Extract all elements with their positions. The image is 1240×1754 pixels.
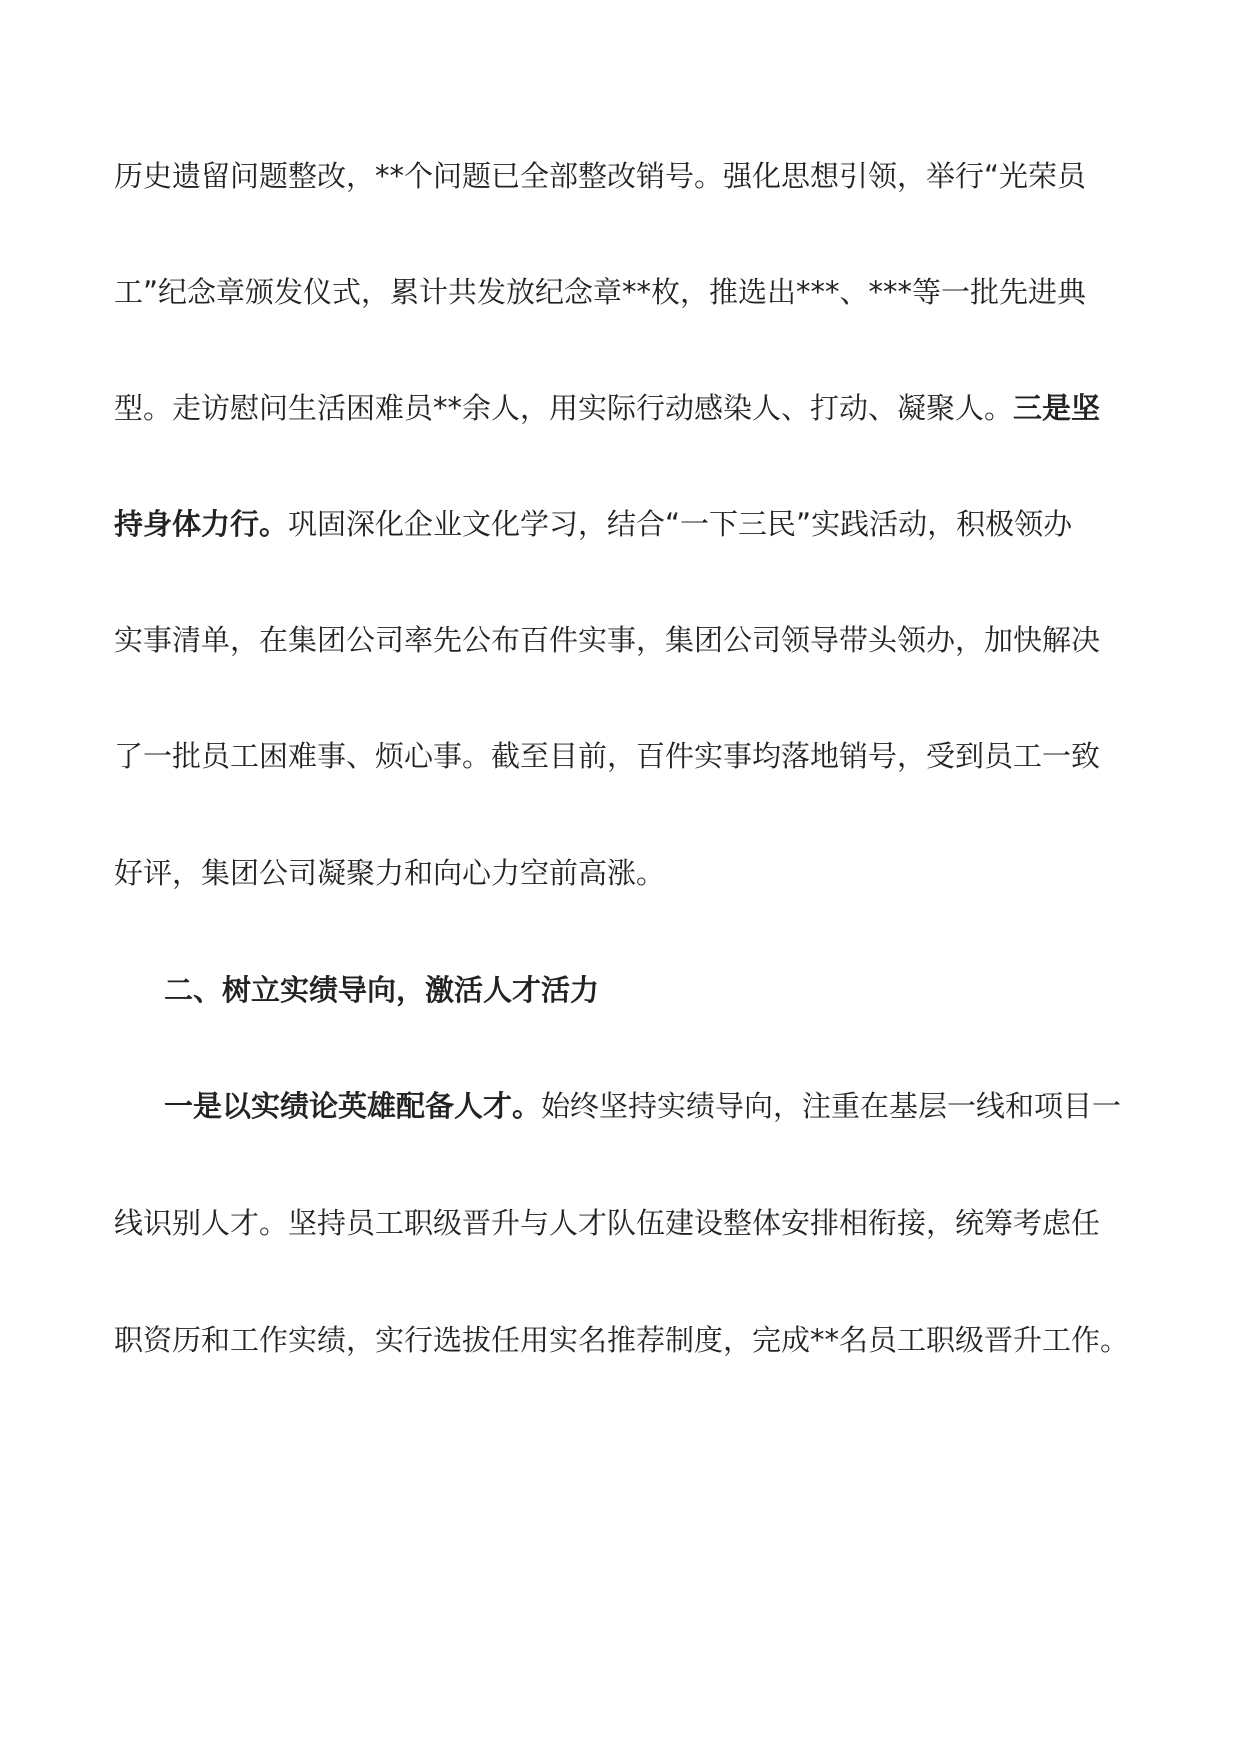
text-run: 型。走访慰问生活困难员**余人，用实际行动感染人、打动、凝聚人。 — [114, 391, 1014, 425]
text-line-9 — [164, 1086, 1194, 1126]
text-line-1 — [114, 156, 1144, 196]
text-line-4 — [114, 504, 1144, 544]
text-line-2 — [114, 272, 1144, 312]
text-line-7 — [114, 853, 1144, 893]
text-run: 实事清单，在集团公司率先公布百件实事，集团公司领导带头领办，加快解决 — [114, 623, 1101, 657]
text-line-6 — [114, 736, 1144, 776]
text-line-3 — [114, 388, 1144, 428]
text-run: 始终坚持实绩导向，注重在基层一线和项目一 — [541, 1089, 1122, 1123]
bold-heading-run: 三是坚 — [1013, 391, 1101, 425]
bold-heading-run: 持身体力行。 — [114, 507, 289, 541]
text-run: 职资历和工作实绩，实行选拔任用实名推荐制度，完成**名员工职级晋升工作。 — [114, 1323, 1130, 1357]
text-run: 好评，集团公司凝聚力和向心力空前高涨。 — [114, 856, 666, 890]
text-line-11 — [114, 1320, 1144, 1360]
section-heading — [164, 970, 1194, 1010]
text-run: 工”纪念章颁发仪式，累计共发放纪念章**枚，推选出***、***等一批先进典 — [114, 275, 1087, 309]
text-run: 历史遗留问题整改，**个问题已全部整改销号。强化思想引领，举行“光荣员 — [114, 159, 1087, 193]
text-run: 线识别人才。坚持员工职级晋升与人才队伍建设整体安排相衔接，统筹考虑任 — [114, 1206, 1101, 1240]
text-line-10 — [114, 1203, 1144, 1243]
text-run: 了一批员工困难事、烦心事。截至目前，百件实事均落地销号，受到员工一致 — [114, 739, 1101, 773]
text-run: 巩固深化企业文化学习，结合“一下三民”实践活动，积极领办 — [288, 507, 1073, 541]
section-heading-text: 二、树立实绩导向，激活人才活力 — [164, 973, 600, 1007]
text-line-5 — [114, 620, 1144, 660]
bold-heading-run: 一是以实绩论英雄配备人才。 — [164, 1089, 542, 1123]
